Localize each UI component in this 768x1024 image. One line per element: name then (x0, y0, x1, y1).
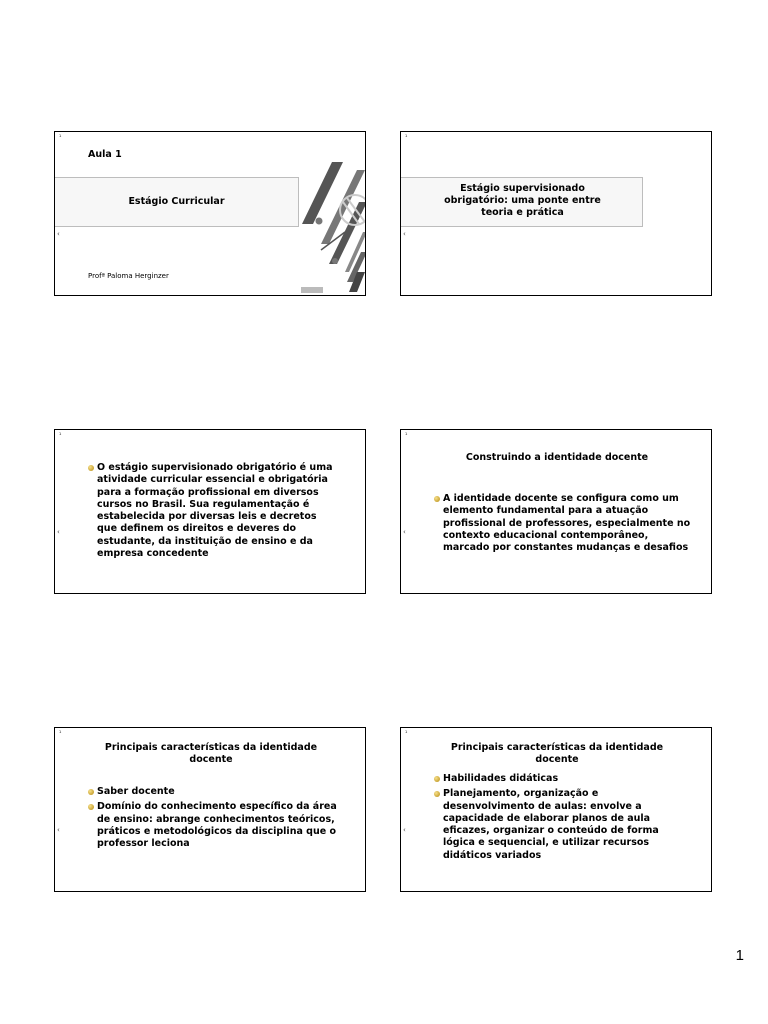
list-item: Habilidades didáticas (434, 773, 659, 785)
slide-6 (400, 727, 712, 892)
slide-marker: ¹ (59, 134, 62, 141)
slide-marker: ‹ (57, 528, 60, 536)
bullet-list (434, 773, 659, 865)
bullet-icon (434, 776, 440, 782)
bullet-list (434, 493, 694, 557)
bullet-icon (88, 789, 94, 795)
slide-2 (400, 131, 712, 296)
slide-title: Estágio supervisionado obrigatório: uma ponte entre teoria e prática (444, 183, 601, 218)
slide-1 (54, 131, 366, 296)
list-item: Saber docente (88, 786, 338, 798)
bullet-list (88, 786, 338, 853)
bullet-icon (88, 465, 94, 471)
slide-marker: ¹ (59, 432, 62, 439)
list-item: Planejamento, organização e desenvolvimento de aulas: envolve a capacidade de elaborar planos de aula eficazes, organizar o conteúdo de forma lógica e sequencial, e utilizar recursos didáticos variados (434, 788, 659, 862)
page-number: 1 (735, 947, 744, 964)
decorative-stripes (287, 132, 366, 296)
slide-author: Profª Paloma Herginzer (88, 272, 169, 280)
bullet-icon (434, 496, 440, 502)
list-item: Domínio do conhecimento específico da área de ensino: abrange conhecimentos teóricos, práticos e metodológicos da disciplina que o professor leciona (88, 801, 338, 850)
slide-marker: ¹ (405, 730, 408, 737)
bullet-list (88, 462, 336, 563)
slide-3 (54, 429, 366, 594)
slide-marker: ¹ (405, 432, 408, 439)
slide-marker: ‹ (57, 230, 60, 238)
list-item: A identidade docente se configura como um elemento fundamental para a atuação profissional de professores, especialmente no contexto educacional contemporâneo, marcado por constantes mudanças e desafios (434, 493, 694, 554)
slide-title: Principais características da identidade docente (450, 742, 664, 765)
bullet-icon (88, 804, 94, 810)
slide-marker: ¹ (405, 134, 408, 141)
slide-5 (54, 727, 366, 892)
bullet-icon (434, 791, 440, 797)
slide-marker: ‹ (403, 528, 406, 536)
slide-marker: ¹ (59, 730, 62, 737)
list-item: O estágio supervisionado obrigatório é uma atividade curricular essencial e obrigatória para a formação profissional em diversos cursos no Brasil. Sua regulamentação é estabelecida por diversas leis e decretos que definem os direitos e deveres do estudante, da instituição de ensino e da empresa concedente (88, 462, 336, 560)
slide-marker: ‹ (403, 826, 406, 834)
slide-title: Principais características da identidade docente (104, 742, 318, 765)
slide-marker: ‹ (57, 826, 60, 834)
slide-title: Estágio Curricular (128, 196, 225, 207)
slide-4 (400, 429, 712, 594)
slide-marker: ‹ (403, 230, 406, 238)
slide-title: Construindo a identidade docente (465, 452, 649, 463)
slide-aula: Aula 1 (88, 149, 122, 160)
